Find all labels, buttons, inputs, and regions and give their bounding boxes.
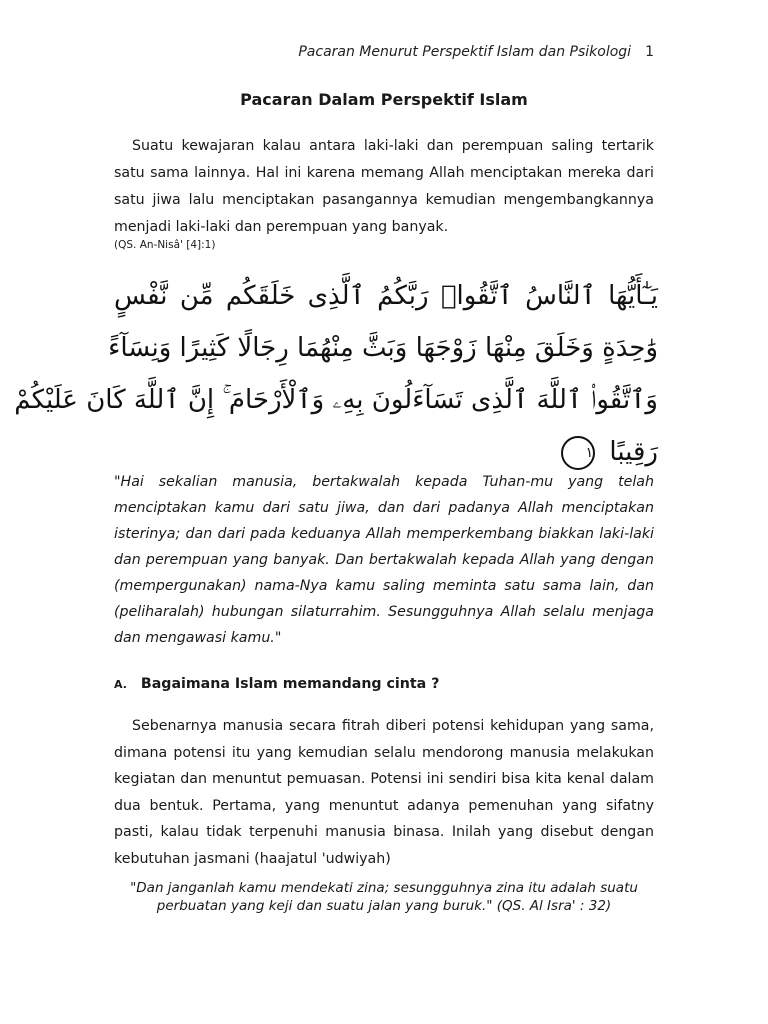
arabic-verse-final-word: رَقِيبًا — [609, 437, 658, 467]
verse-reference: (QS. An-Nisâ' [4]:1) — [114, 239, 216, 251]
ayah-number-marker: ١ — [561, 436, 595, 470]
section-a-heading — [114, 676, 439, 692]
running-header — [298, 44, 654, 60]
arabic-verse-line-1: يَـٰٓأَيُّهَا ٱلنَّاسُ ٱتَّقُوا۟ رَبَّكُمُ ٱلَّذِى خَلَقَكُم مِّن نَّفْسٍ — [114, 281, 658, 311]
arabic-verse-line-2: وَٰحِدَةٍ وَخَلَقَ مِنْهَا زَوْجَهَا وَبَثَّ مِنْهُمَا رِجَالًا كَثِيرًا وَنِسَآءً — [108, 333, 658, 363]
arabic-verse — [14, 270, 658, 478]
verse-translation: "Hai sekalian manusia, bertakwalah kepada Tuhan-mu yang telah menciptakan kamu dari satu jiwa, dan dari padanya Allah menciptakan isterinya; dan dari pada keduanya Allah memperkembang biakkan laki-laki dan perempuan yang banyak. Dan bertakwalah kepada Allah yang dengan (mempergunakan) nama-Nya kamu saling meminta satu sama lain, dan (peliharalah) hubungan silaturrahim. Sesungguhnya Allah selalu menjaga dan mengawasi kamu." — [114, 474, 654, 646]
arabic-verse-line-3: وَٱتَّقُوا۟ ٱللَّهَ ٱلَّذِى تَسَآءَلُونَ بِهِۦ وَٱلْأَرْحَامَ ۚ إِنَّ ٱللَّهَ كَانَ عَلَيْكُمْ — [14, 385, 658, 415]
section-a-letter: A. — [114, 678, 127, 691]
page-number: 1 — [645, 44, 654, 60]
running-title: Pacaran Menurut Perspektif Islam dan Psikologi — [298, 44, 632, 60]
page-title: Pacaran Dalam Perspektif Islam — [240, 90, 528, 109]
section-a-paragraph: Sebenarnya manusia secara fitrah diberi potensi kehidupan yang sama, dimana potensi itu yang kemudian selalu mendorong manusia melakukan kegiatan dan menuntut pemuasan. Potensi ini sendiri bisa kita kenal dalam dua bentuk. Pertama, yang menuntut adanya pemenuhan yang sifatny pasti, kalau tidak terpenuhi manusia binasa. Inilah yang disebut dengan kebutuhan jasmani (haajatul 'udwiyah) — [114, 718, 654, 867]
footer-quote: "Dan janganlah kamu mendekati zina; sesungguhnya zina itu adalah suatu perbuatan yang keji dan suatu jalan yang buruk." (QS. Al Isra' : 32) — [130, 880, 638, 914]
section-a-title: Bagaimana Islam memandang cinta ? — [140, 676, 440, 692]
intro-paragraph: Suatu kewajaran kalau antara laki-laki dan perempuan saling tertarik satu sama lainnya. Hal ini karena memang Allah menciptakan mereka dari satu jiwa lalu menciptakan pasangannya kemudian mengembangkannya menjadi laki-laki dan perempuan yang banyak. — [114, 138, 654, 235]
